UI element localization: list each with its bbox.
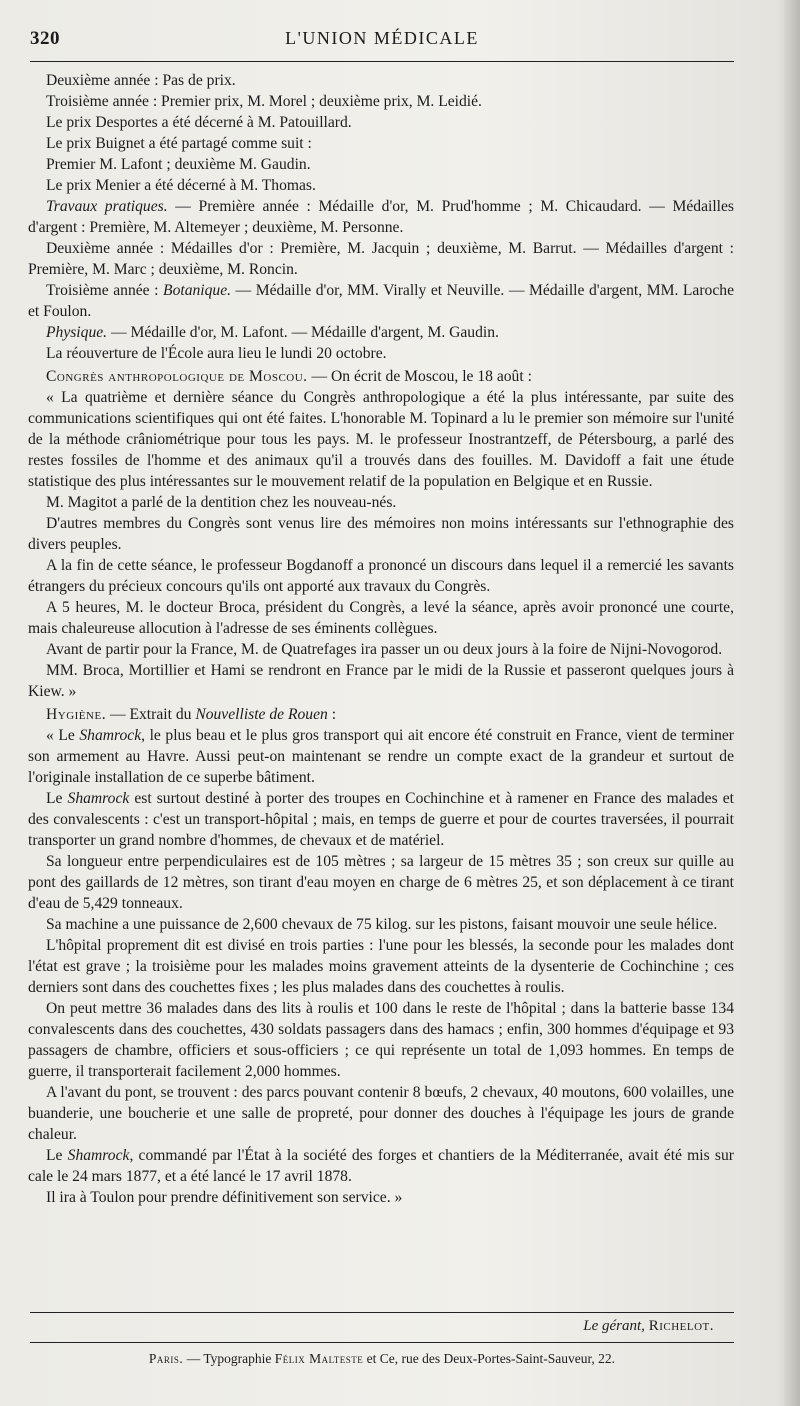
paragraph [28, 725, 734, 788]
paragraph: Sa machine a une puissance de 2,600 chevaux de 75 kilog. sur les pistons, faisant mouvoir une seule hélice. [46, 916, 718, 933]
deuxieme-annee: Deuxième année : Médailles d'or : Première, M. Jacquin ; deuxième, M. Barrut. — Médailles d'argent : Première, M. Marc ; deuxième, M. Roncin. [28, 240, 734, 278]
prize-line: Le prix Buignet a été partagé comme suit : [46, 135, 312, 152]
prize-line: Deuxième année : Pas de prix. [46, 72, 236, 89]
hygiene-intro: — Extrait du [106, 706, 196, 723]
prize-line: Le prix Desportes a été décerné à M. Patouillard. [46, 114, 352, 131]
paragraph: Il ira à Toulon pour prendre définitivement son service. » [46, 1189, 403, 1206]
page-number: 320 [30, 28, 60, 49]
physique [28, 322, 734, 343]
paragraph: A 5 heures, M. le docteur Broca, président du Congrès, a levé la séance, après avoir prononcé une courte, mais chaleureuse allocution à l'adresse de ses éminents collègues. [28, 599, 734, 637]
troisieme-label: Troisième année : [46, 282, 164, 299]
paragraph: « La quatrième et dernière séance du Congrès anthropologique a été la plus intéressante, par suite des communications scientifiques qui ont été faites. L'honorable M. Topinard a lu le premier son mémoire sur l'unité de la méthode crâniométrique pour tous les pays. M. le professeur Inostrantzeff, de Pétersbourg, a parlé des restes fossiles de l'homme et des animaux qu'il a trouvés dans des fouilles. M. Davidoff a fait une étude statistique des plus intéressantes sur le mouvement relatif de la population en Belgique et en Russie. [28, 389, 734, 490]
paragraph: MM. Broca, Mortillier et Hami se rendront en France par le midi de la Russie et passeront quelques jours à Kiew. » [28, 662, 734, 700]
paragraph: L'hôpital proprement dit est divisé en trois parties : l'une pour les blessés, la seconde pour les malades dont l'état est grave ; la troisième pour les malades moins gravement atteints de la dysenterie de Cochinchine ; ces derniers sont dans des couchettes fixes ; les plus malades dans des couchettes à roulis. [28, 937, 734, 996]
next-page-edge [784, 0, 800, 1406]
reouverture: La réouverture de l'École aura lieu le lundi 20 octobre. [46, 345, 387, 362]
physique-label: Physique. [46, 324, 108, 341]
physique-text: — Médaille d'or, M. Lafont. — Médaille d'argent, M. Gaudin. [107, 324, 499, 341]
prize-line: Premier M. Lafont ; deuxième M. Gaudin. [46, 156, 311, 173]
hygiene-heading-line [28, 704, 734, 725]
paragraph [28, 1145, 734, 1187]
congres-intro: — On écrit de Moscou, le 18 août : [307, 368, 532, 385]
hygiene-heading: Hygiène. [46, 706, 107, 723]
imprint-city: Paris. [148, 1351, 184, 1366]
hygiene-intro-end: : [327, 706, 337, 723]
ship-name: Shamrock [79, 727, 142, 744]
imprint-text: — Typographie [183, 1351, 275, 1366]
travaux-label: Travaux pratiques. [46, 198, 168, 215]
paragraph: M. Magitot a parlé de la dentition chez les nouveau-nés. [46, 494, 397, 511]
imprint-printer: Félix Malteste [274, 1351, 364, 1366]
paragraph: A la fin de cette séance, le professeur Bogdanoff a prononcé un discours dans lequel il a remercié les savants étrangers du précieux concours qu'ils ont apporté aux travaux du Congrès. [28, 557, 734, 595]
article-body [28, 70, 734, 1208]
prize-line: Troisième année : Premier prix, M. Morel ; deuxième prix, M. Leidié. [46, 93, 482, 110]
troisieme-annee [28, 280, 734, 322]
running-title: L'UNION MÉDICALE [285, 28, 479, 48]
paragraph: Sa longueur entre perpendiculaires est de 105 mètres ; sa largeur de 15 mètres 35 ; son creux sur quille au pont des gaillards de 12 mètres, son tirant d'eau moyen en charge de 6 mètres 25, et son déplacement à ce tirant d'eau de 5,429 tonneaux. [28, 853, 734, 912]
signature-name: Richelot. [648, 1318, 714, 1334]
signature-label: Le gérant, [583, 1318, 645, 1334]
paragraph: A l'avant du pont, se trouvent : des parcs pouvant contenir 8 bœufs, 2 chevaux, 40 moutons, 600 volailles, une buanderie, une boucherie et une salle de propreté, pour donner des douches à l'équipage les jours de grande chaleur. [28, 1084, 734, 1143]
text-span: est surtout destiné à porter des troupes en Cochinchine et à ramener en France des malades et des convalescents : c'est un transport-hôpital ; mais, en temps de guerre et pour de courtes traversées, il pourrait transporter un grand nombre d'hommes, de chevaux et de matériel. [28, 790, 734, 849]
text-span: « Le [46, 727, 80, 744]
paragraph [28, 788, 734, 851]
congres-heading: Congrès anthropologique de Moscou. [46, 368, 308, 385]
header-rule [30, 61, 734, 62]
prize-line: Le prix Menier a été décerné à M. Thomas. [46, 177, 316, 194]
ship-name: Shamrock [67, 790, 130, 807]
botanique-label: Botanique. [163, 282, 232, 299]
paragraph: D'autres membres du Congrès sont venus lire des mémoires non moins intéressants sur l'ethnographie des divers peuples. [28, 515, 734, 553]
paragraph: Avant de partir pour la France, M. de Quatrefages ira passer un ou deux jours à la foire de Nijni-Novogorod. [46, 641, 723, 658]
congres-heading-line [28, 366, 734, 387]
troisieme-text: — Médaille d'or, MM. Virally et Neuville. — Médaille d'argent, MM. Laroche et Foulon. [28, 282, 734, 320]
text-span: Le [46, 1147, 68, 1164]
footer-rule [30, 1312, 734, 1313]
source-title: Nouvelliste de Rouen [195, 706, 328, 723]
imprint-rule [30, 1342, 734, 1343]
paragraph: On peut mettre 36 malades dans des lits à roulis et 100 dans le reste de l'hôpital ; dans la batterie basse 134 convalescents dans des couchettes, 430 soldats passagers dans des hamacs ; enfin, 300 hommes d'équipage et 93 passagers de chambre, officiers et sous-officiers ; ce qui représente un total de 1,093 hommes. En temps de guerre, il transporterait facilement 2,000 hommes. [28, 1000, 734, 1080]
travaux-pratiques [28, 196, 734, 238]
page-header [30, 28, 734, 56]
imprint-rest: et Ce, rue des Deux-Portes-Saint-Sauveur, 22. [363, 1351, 616, 1366]
text-span: , commandé par l'État à la société des forges et chantiers de la Méditerranée, avait été mis sur cale le 24 mars 1877, et a été lancé le 17 avril 1878. [28, 1147, 734, 1185]
ship-name: Shamrock [67, 1147, 130, 1164]
travaux-text: — Première année : Médaille d'or, M. Prud'homme ; M. Chicaudard. — Médailles d'argent : Première, M. Altemeyer ; deuxième, M. Personne. [28, 198, 734, 236]
signature [583, 1318, 714, 1335]
text-span: , le plus beau et le plus gros transport qui ait encore été construit en France, vient de terminer son armement au Havre. Aussi peut-on maintenant se rendre un compte exact de la grandeur et surtout de l'originale installation de ce superbe bâtiment. [28, 727, 734, 786]
imprint [30, 1351, 734, 1367]
text-span: Le [46, 790, 68, 807]
